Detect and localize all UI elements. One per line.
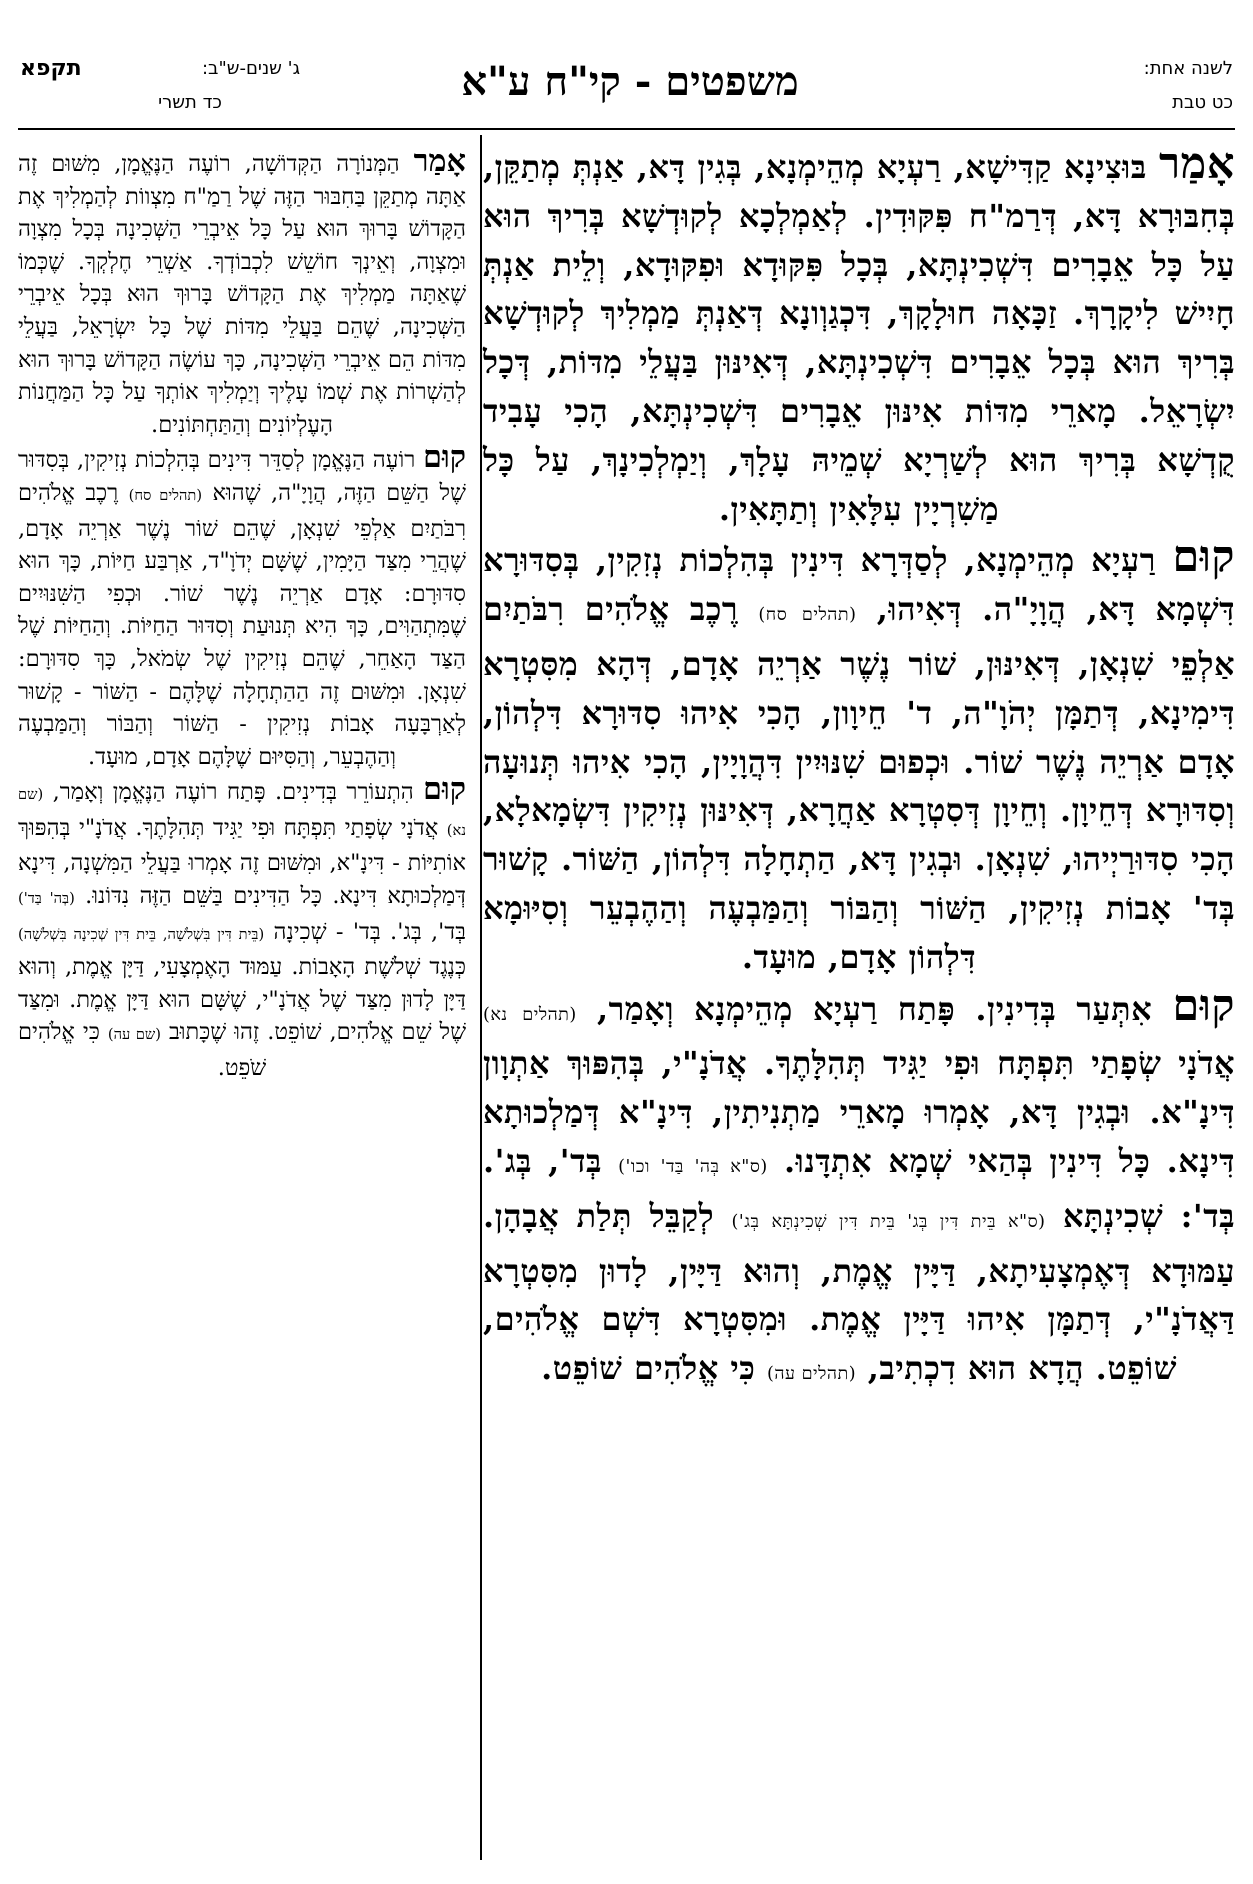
main-p1-text: בּוּצִינָא קַדִּישָׁא, רַעְיָא מְהֵימְנָא, בְּגִין דָּא, אַנְתְּ מְתַקֵּן, בְּחִבּוּרָא דָּא, דְּרַמ"ח פִּקּוּדִין. לְאַמְלְכָא לְקוּדְשָׁא בְּרִיךְ הוּא עַל כָּל אֵבָרִים דִּשְׁכִינְתָּא, בְּכָל פִּקּוּדָא וּפִקּוּדָא, וְלֵית אַנְתְּ חָיִישׁ לִיקָרָךְ. זַכָּאָה חוּלָקָךְ, דִּכְגַוְונָא דְּאַנְתְּ מַמְלִיךְ לְקוּדְשָׁא בְּרִיךְ הוּא בְּכָל אֵבָרִים דִּשְׁכִינְתָּא, דְּאִינּוּן בַּעֲלֵי מִדּוֹת, דְּכָל יִשְׂרָאֵל. מָארֵי מִדּוֹת אִינּוּן אֵבָרִים דִּשְׁכִינְתָּא, הָכִי עָבִיד קֻדְשָׁא בְּרִיךְ הוּא לְשַׁרְיָא שְׁמֵיהּ עָלָךְ, וְיַמְלְכִינָךְ, עַל כָּל מַשִׁרְיָין עִלָּאִין וְתַתָּאִין. bbox=[483, 148, 1235, 528]
main-p3-lead: קוּם bbox=[1172, 979, 1236, 1031]
header-schedule-label: לשנה אחת: bbox=[1143, 58, 1233, 79]
header-schedule-left: ג' שנים-ש"ב: bbox=[201, 58, 300, 79]
header-folio: תקפא bbox=[20, 56, 82, 81]
side-paragraph-1 bbox=[18, 145, 466, 441]
side-s2-ref-1: (תהלים סח) bbox=[128, 486, 203, 504]
side-s3-text-d: כְּנֶגֶד שְׁלֹשֶׁת הָאָבוֹת. עַמּוּד הָאֶמְצָעִי, דַּיָּן אֱמֶת, וְהוּא דַּיָּן לָדוּן מִצַּד שֶׁל אֲדֹנָ"י, שֶׁשָּׁם הוּא דַּיָּן אֱמֶת. וּמִצַּד שֶׁל שֵׁם אֱלֹהִים, שׁוֹפֵט. זֶהוּ שֶׁכָּתוּב bbox=[18, 954, 466, 1046]
side-s3-text-e: כִּי אֱלֹהִים שֹׁפֵט. bbox=[18, 1019, 267, 1082]
main-p3-ref-2: (ס"א בְּה' בַּד' וכו') bbox=[618, 1156, 768, 1177]
main-p3-text-a: אִתְּעַר בְּדִינִין. פָּתַח רַעְיָא מְהֵימְנָא וְאָמַר, bbox=[596, 989, 1153, 1028]
side-paragraph-2 bbox=[18, 441, 466, 773]
side-s2-text-b: רֶכֶב אֱלֹהִים רִבֹּתַיִם אַלְפֵי שִׁנְאָן, שֶׁהֵם שׁוֹר נֶשֶׁר אַרְיֵה אָדָם, שֶׁהֲרֵי מִצַּד הַיָּמִין, שֶׁשָּׁם יְדֹוָ"ד, אַרְבַּע חַיּוֹת, כָּךְ הוּא סִדּוּרָם: אָדָם אַרְיֵה נֶשֶׁר שׁוֹר. וּכְפִי הַשִּׁנּוּיִים שֶׁמִּתְהַוִּים, כָּךְ הִיא תְּנוּעַת וְסִדּוּר הַחַיּוֹת. וְהַחַיּוֹת שֶׁל הַצַּד הָאַחֵר, שֶׁהֵם נְזִיקִין שֶׁל שְׂמֹאל, כָּךְ סִדּוּרָם: שִׁנְאָן. וּמִשּׁוּם זֶה הַהַתְחָלָה שֶׁלָּהֶם - הַשּׁוֹר - קָשׁוּר לְאַרְבָּעָה אָבוֹת נְזִיקִין - הַשּׁוֹר וְהַבּוֹר וְהַמַּבְעֶה וְהַהֶבְעֵר, וְהַסִּיּוּם שֶׁלָּהֶם אָדָם, מוּעָד. bbox=[18, 479, 466, 770]
main-paragraph-3 bbox=[483, 979, 1236, 1399]
main-p3-text-c: בְּד', בְּג'. בְּד': bbox=[483, 1141, 1236, 1235]
main-p2-lead: קוּם bbox=[1172, 531, 1236, 583]
side-s3-lead: קוּם bbox=[423, 771, 467, 808]
main-p3-text-d: שְׁכִינְתָּא bbox=[1062, 1196, 1164, 1235]
side-s2-text-a: רוֹעֶה הַנֶּאֱמָן לְסַדֵּר דִּינִים בְּהִלְכוֹת נְזִיקִין, בְּסִדּוּר שֶׁל הַשֵּׁם הַזֶּה, הֲוָיָ"ה, שֶׁהוּא bbox=[18, 447, 466, 506]
side-s2-lead: קוּם bbox=[423, 439, 466, 476]
column-divider bbox=[480, 135, 482, 1860]
main-p3-ref-3: (ס"א בֵּית דִּין בְּג' בֵּית דִּין שְׁכִינְתָּא בְּג') bbox=[731, 1211, 1046, 1232]
main-p3-ref-4: (תהלים עה) bbox=[767, 1364, 857, 1385]
side-s3-ref-1: (שם נא) bbox=[18, 786, 466, 839]
header-date-left: כד תשרי bbox=[158, 92, 222, 113]
side-s3-text-a: הִתְעוֹרֵר בְּדִינִים. פָּתַח רוֹעֶה הַנֶּאֱמָן וְאָמַר, bbox=[52, 779, 414, 806]
side-s3-ref-4: (שם עה) bbox=[107, 1026, 161, 1044]
side-s3-text-c: בְּד', בְּג'. בְּד' - שְׁכִינָה bbox=[273, 918, 467, 945]
main-p2-text-a: רַעְיָא מְהֵימְנָא, לְסַדְּרָא דִּינִין בְּהִלְכוֹת נְזִקִין, בְּסִדּוּרָא דִּשְׁמָא דָּא, הֲוָיָ"ה. דְּאִיהוּ, bbox=[483, 541, 1236, 629]
main-p2-text-b: רֶכֶב אֱלֹהִים רִבֹּתַיִם אַלְפֵי שִׁנְאָן, דְּאִינּוּן, שׁוֹר נֶשֶׁר אַרְיֵה אָדָם, דְּהָא מִסִּטְרָא דִּימִינָא, דְּתַמָּן יְהֹוָ"ה, ד' חֵיוָון, הָכִי אִיהוּ סִדּוּרָא דִּלְהוֹן, אָדָם אַרְיֵה נֶשֶׁר שׁוֹר. וּכְפוּם שִׁנּוּיִין דִּהֲוָיָין, הָכִי אִיהוּ תְּנוּעָה וְסִדּוּרָא דְּחֵיוָן. וְחֵיוָן דְּסִטְרָא אַחֲרָא, דְּאִינּוּן נְזִיקִין דִּשְׂמָאלָא, הָכִי סִדּוּרַיְיהוּ, שִׁנְאָן. וּבְגִין דָּא, הַתְחָלָה דִּלְהוֹן, הַשּׁוֹר. קָשׁוּר בְּד' אָבוֹת נְזִיקִין, הַשּׁוֹר וְהַבּוֹר וְהַמַּבְעֶה וְהַהֶבְעֵר וְסִיּוּמָא דִּלְהוֹן אָדָם, מוּעָד. bbox=[483, 590, 1236, 976]
main-paragraph-1 bbox=[483, 140, 1235, 533]
main-p3-ref-1: (תהלים נא) bbox=[483, 1004, 577, 1025]
side-s1-lead: אָמַר bbox=[413, 143, 466, 179]
header-date-right: כט טבת bbox=[1172, 92, 1233, 113]
main-text-column bbox=[483, 140, 1235, 1399]
header-left bbox=[20, 52, 300, 134]
translation-column bbox=[18, 145, 466, 1085]
side-s3-text-b: אֲדֹנָי שְׂפָתַי תִּפְתָּח וּפִי יַגִּיד תְּהִלָּתֶךָ. אֲדֹנָ"י בְּהִפּוּךְ אוֹתִיּוֹת - דִּינָ"א, וּמִשּׁוּם זֶה אָמְרוּ בַּעֲלֵי הַמִּשְׁנָה, דִּינָא דְּמַלְכוּתָא דִּינָא. כָּל הַדִּינִים בַּשֵּׁם הַזֶּה נִדּוֹנוּ. bbox=[18, 814, 467, 910]
header-right bbox=[973, 52, 1233, 134]
main-p3-text-e: לְקַבֵּל תְּלַת אֲבָהָן. עַמּוּדָא דְּאֶמְצָעִיתָא, דַּיָּין אֱמֶת, וְהוּא דַּיָּין, לָדוּן מִסִּטְרָא דַּאֲדֹנָ"י, דְּתַמָּן אִיהוּ דַּיָּין אֱמֶת. וּמִסִּטְרָא דִּשְׁם אֱלֹהִים, שׁוֹפֵט. הֲדָא הוּא דִכְתִיב, bbox=[483, 1196, 1235, 1388]
side-s3-ref-3: (בֵּית דִּין בִּשְׁלֹשָׁה, בֵּית דִּין שְׁכִינָה בִּשְׁלֹשָׁה) bbox=[18, 925, 265, 943]
header-divider bbox=[18, 128, 1235, 130]
main-p3-text-f: כִּי אֱלֹהִים שׁוֹפֵט. bbox=[541, 1349, 756, 1388]
side-s1-text: הַמְּנוֹרָה הַקְּדוֹשָׁה, רוֹעֶה הַנֶּאֱמָן, מִשּׁוּם זֶה אַתָּה מְתַקֵּן בַּחִבּוּר הַזֶּה שֶׁל רַמַ"ח מִצְווֹת לְהַמְלִיךְ אֶת הַקָּדוֹשׁ בָּרוּךְ הוּא עַל כָּל אֵיבְרֵי הַשְּׁכִינָה בְּכָל מִצְוָה וּמִצְוָה, וְאֵינְךָ חוֹשֵׁשׁ לִכְבוֹדְךָ. אַשְׁרֵי חֶלְקְךָ. שֶׁכְּמוֹ שֶׁאַתָּה מַמְלִיךְ אֶת הַקָּדוֹשׁ בָּרוּךְ הוּא בְּכָל אֵיבְרֵי הַשְּׁכִינָה, שֶׁהֵם בַּעֲלֵי מִדּוֹת שֶׁל כָּל יִשְׂרָאֵל, בַּעֲלֵי מִדּוֹת הֵם אֵיבְרֵי הַשְּׁכִינָה, כָּךְ עוֹשֶׂה הַקָּדוֹשׁ בָּרוּךְ הוּא לְהַשְׁרוֹת אֶת שְׁמוֹ עָלֶיךָ וְיַמְלִיךְ אוֹתְךָ עַל כָּל הַמַּחֲנוֹת הָעֶלְיוֹנִים וְהַתַּחְתּוֹנִים. bbox=[18, 151, 466, 438]
side-paragraph-3 bbox=[18, 773, 466, 1084]
main-p3-text-b: אֲדֹנָי שְׂפָתַי תִּפְתָּח וּפִי יַגִּיד תְּהִלָּתֶךָ. אֲדֹנָ"י, בְּהִפּוּךְ אַתְוָון דִּינָ"א. וּבְגִין דָּא, אָמְרוּ מָארֵי מַתְנִיתִין, דִּינָ"א דְּמַלְכוּתָא דִּינָא. כָּל דִּינִין בְּהַאי שְׁמָא אִתְדָּנוּ. bbox=[483, 1044, 1235, 1180]
main-p2-ref-1: (תהלים סח) bbox=[758, 605, 857, 626]
main-p1-lead: אָמַר bbox=[1158, 138, 1236, 189]
page-title: משפטים - קי"ח ע"א bbox=[461, 58, 799, 105]
main-paragraph-2 bbox=[483, 533, 1235, 981]
side-s3-ref-2: (בְּה' בַּד') bbox=[18, 890, 75, 908]
